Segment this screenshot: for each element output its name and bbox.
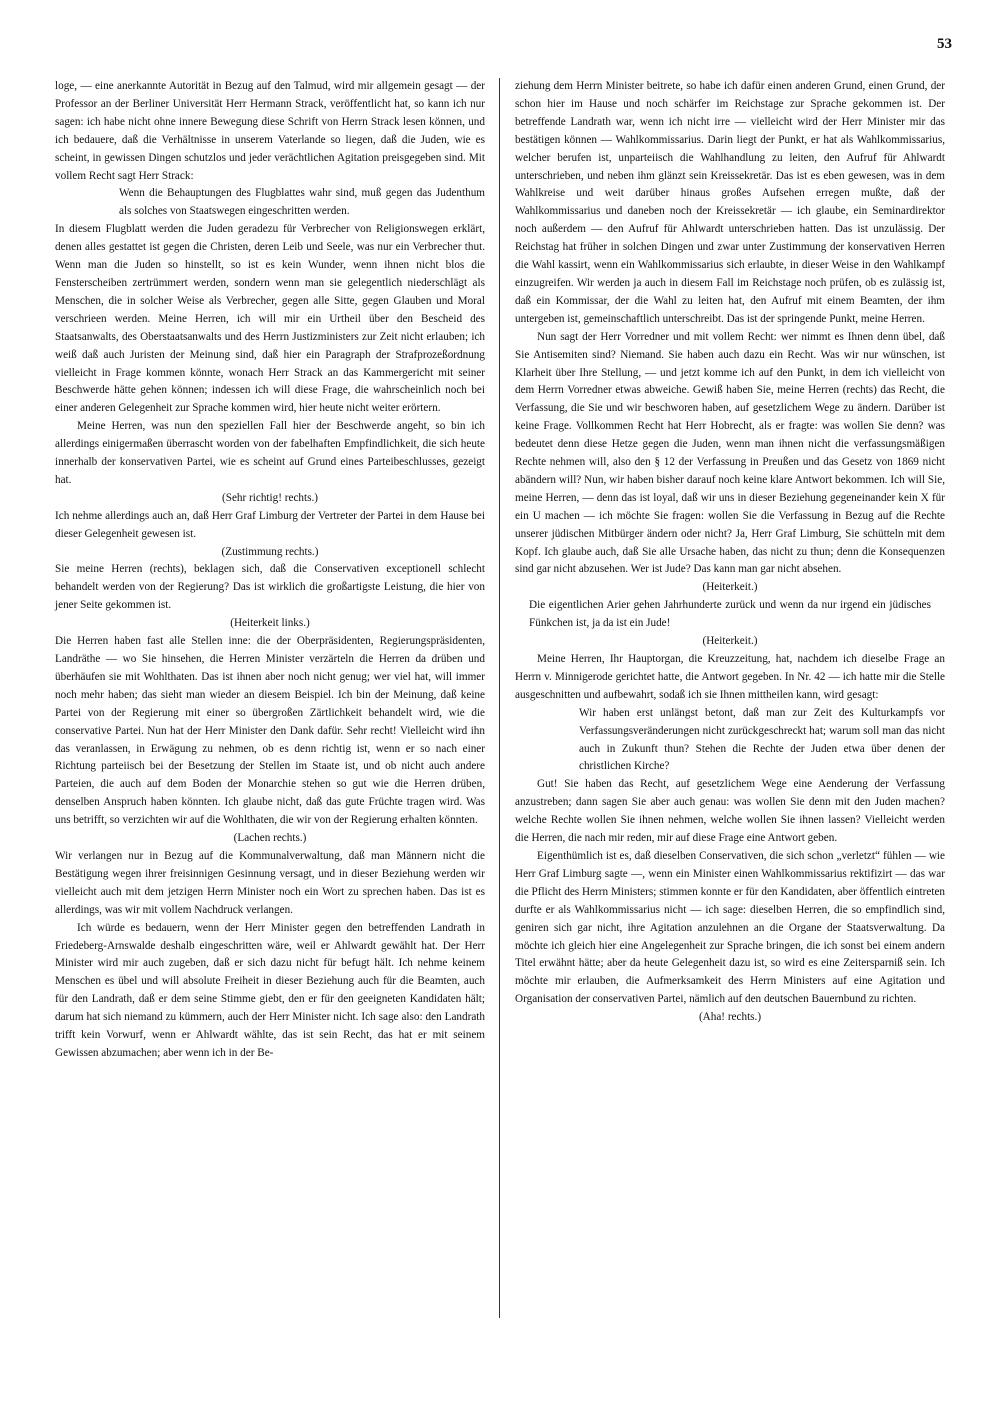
left-interjection: (Lachen rechts.) [233, 832, 307, 845]
left-paragraph: Sie meine Herren (rechts), beklagen sich, daß die Conservativen exceptionell schlecht behandelt werden von der Regierung? Das ist wirklich die großartigste Leistung, die hier von jener Seite gekommen ist. [55, 563, 485, 612]
left-paragraph: Die Herren haben fast alle Stellen inne: die der Oberpräsidenten, Regierungspräsidenten, Landräthe — wo Sie hinsehen, die Herren Minister verzärteln die Herren da drüben und überhäufen sie mit Wohlthaten. Das ist ihnen aber noch nicht genug; wer viel hat, will immer noch mehr haben; das sieht man wieder an diesem Beispiel. Ich bin der Meinung, daß keine Partei von der Regierung mit einer so übergroßen Zärtlichkeit behandelt wird, wie die conservative Partei. Nun hat der Herr Minister den Dank dafür. Sehr recht! Vielleicht wird ihn das veranlassen, in Erwägung zu nehmen, ob es denn richtig ist, wenn er so nach einer Richtung parteiisch bei der Besetzung der Stellen im Staate ist, und ob nicht auch andere Parteien, die auch auf dem Boden der Monarchie stehen so gut wie die Herren drüben, denselben Anspruch haben könnten. Ich glaube nicht, daß das gute Früchte tragen wird. Was uns betrifft, so verzichten wir auf die Wohlthaten, die wir von der Regierung erhalten könnten. [55, 635, 485, 827]
right-interjection: (Heiterkeit.) [702, 581, 758, 594]
left-paragraph: Ich würde es bedauern, wenn der Herr Minister gegen den betreffenden Landrath in Friedeberg-Arnswalde deshalb eingeschritten wäre, weil er Ahlwardt gewählt hat. Der Herr Minister wird mir auch zugeben, daß er sich dazu nicht für befugt hält. Ich nehme keinem Menschen es übel und will absolute Freiheit in dieser Beziehung auch für die Beamten, auch für den Landrath, daß er dem seine Stimme giebt, den er für den geeigneten Kandidaten hält; darum hat sich niemand zu kümmern, auch der Herr Minister nicht. Ich sage also: den Landrath trifft kein Vorwurf, wenn er Ahlwardt wählte, das ist sein Recht, das hat er mit seinem Gewissen abzumachen; aber wenn ich in der Be- [55, 921, 485, 1059]
right-paragraph: Meine Herren, Ihr Hauptorgan, die Kreuzzeitung, hat, nachdem ich dieselbe Frage an Herrn v. Minnigerode gerichtet hatte, die Antwort gegeben. In Nr. 42 — ich hatte mir die Stelle ausgeschnitten und aufbewahrt, sodaß ich sie Ihnen mittheilen kann, wird gesagt: [515, 653, 945, 701]
left-block-quote: Wenn die Behauptungen des Flugblattes wahr sind, muß gegen das Judenthum als solches von Staatswegen eingeschritten werden. [119, 187, 485, 218]
left-interjection: (Heiterkeit links.) [230, 617, 310, 630]
left-paragraph: Wir verlangen nur in Bezug auf die Kommunalverwaltung, daß man Männern nicht die Bestätigung wegen ihrer freisinnigen Gesinnung versagt, und in dieser Beziehung werden wir vielleicht auch mit dem jetzigen Herrn Minister noch ein Wort zu sprechen haben. Das ist es allerdings, was wir mit vollem Nachdruck verlangen. [55, 849, 485, 916]
right-paragraph: ziehung dem Herrn Minister beitrete, so habe ich dafür einen anderen Grund, einen Grund, der schon hier im Hause und noch schärfer im Reichstage zur Sprache gekommen ist. Der betreffende Landrath war, wenn ich nicht irre — vielleicht wird der Herr Minister mir das bestätigen können — Wahlkommissarius. Darin liegt der Punkt, er hat als Wahlkommissarius, welcher berufen ist, unparteiisch die Wahlhandlung zu leiten, den Aufruf für Ahlwardt unterschrieben, und neben ihm glänzt sein Kreissekretär. Das ist es eben gewesen, was in dem Wahlkreise und weit darüber hinaus großes Aufsehen erregen mußte, daß der Wahlkommissarius und daneben noch der Kreissekretär — ich glaube, ein Seminardirektor noch außerdem — den Aufruf für Ahlwardt unterschrieben hatten. Das ist unzulässig. Der Reichstag hat früher in solchen Dingen und zwar unter Zustimmung der konservativen Herren die Wahl kassirt, wenn ein Wahlkommissarius sich erlaubte, in dieser Weise in den Wahlkampf einzugreifen. Wir werden ja auch in diesem Fall im Reichstage noch prüfen, ob es zulässig ist, daß ein Kommissar, der die Wahl zu leiten hat, den Aufruf mit einem Beamten, der ihm untergeben ist, gemeinschaftlich unterschreibt. Das ist der springende Punkt, meine Herren. [515, 80, 945, 325]
right-interjection: (Aha! rechts.) [698, 1011, 762, 1024]
left-paragraph: In diesem Flugblatt werden die Juden geradezu für Verbrecher von Religionswegen erklärt, denen alles gestattet ist gegen die Christen, deren Leib und Seele, was nur ein Verbrecher thut. Wenn man die Juden so hinstellt, so ist es kein Wunder, wenn ihnen nicht blos die Fensterscheiben zertrümmert werden, sondern wenn man sie gelegentlich niederschlägt als Menschen, die in solcher Weise als Verbrecher, gegen alle Sitte, gegen Glauben und Moral verschrieen werden. Meine Herren, ich will mir ein Urtheil über den Bescheid des Staatsanwalts, des Oberstaatsanwalts und des Herrn Justizministers zur Zeit nicht erlauben; ich weiß daß auch Juristen der Meinung sind, daß hier ein Paragraph der Strafprozeßordnung vielleicht in Frage kommen könnte, wonach Herr Strack an das Kammergericht mit seiner Beschwerde hätte gehen können; indessen ich will diese Frage, die wahrscheinlich noch bei einer anderen Gelegenheit zur Sprache kommen wird, hier heute nicht weiter erörtern. [55, 223, 485, 415]
left-paragraph: Meine Herren, was nun den speziellen Fall hier der Beschwerde angeht, so bin ich allerdings einigermaßen überrascht worden von der fabelhaften Empfindlichkeit, die sich heute innerhalb der konservativen Partei, wie es scheint auf Grund eines Parteibeschlusses, gezeigt hat. [55, 420, 485, 486]
right-column [515, 78, 945, 1027]
right-interjection: (Heiterkeit.) [702, 635, 758, 648]
right-paragraph: Die eigentlichen Arier gehen Jahrhunderte zurück und wenn da nur irgend ein jüdisches Fünkchen ist, ja da ist ein Jude! [529, 599, 931, 630]
right-paragraph: Gut! Sie haben das Recht, auf gesetzlichem Wege eine Aenderung der Verfassung anzustreben; dann sagen Sie aber auch genau: was wollen Sie denn mit den Juden machen? welche Rechte wollen Sie ihnen nehmen, welche wollen Sie ihnen lassen? Vielleicht werden die Herren, die nach mir reden, mir auf diese Frage eine Antwort geben. [515, 778, 945, 845]
left-interjection: (Zustimmung rechts.) [221, 545, 319, 558]
column-divider [499, 78, 500, 1318]
right-paragraph: Eigenthümlich ist es, daß dieselben Conservativen, die sich schon „verletzt“ fühlen — wie Herr Graf Limburg sagte —, wenn ein Minister einen Wahlkommissarius rektifizirt — das war die Pflicht des Herrn Ministers; stimmen konnte er für den Kandidaten, aber öffentlich eintreten durfte er als Wahlkommissarius nicht — ich sage: dieselben Herren, die so empfindlich sind, geniren sich gar nicht, ihre Agitation anzulehnen an die Organe der Staatsverwaltung. Da möchte ich gleich hier eine Angelegenheit zur Sprache bringen, die ich sonst bei einem andern Titel erwähnt hätte; aber da heute Gelegenheit dazu ist, so wird es eine Zeitersparniß sein. Ich möchte mir erlauben, die Aufmerksamkeit des Herrn Ministers auf eine Agitation und Organisation der conservativen Partei, nämlich auf den deutschen Bauernbund zu richten. [515, 849, 945, 1006]
right-paragraph: Nun sagt der Herr Vorredner und mit vollem Recht: wer nimmt es Ihnen denn übel, daß Sie Antisemiten sind? Niemand. Sie haben auch dazu ein Recht. Was wir nur wünschen, ist Klarheit über Ihre Stellung, — und jetzt komme ich auf den Punkt, in dem ich vielleicht von dem Herrn Vorredner etwas abweiche. Gewiß haben Sie, meine Herren (rechts) das Recht, die Verfassung, die Sie und wir beschworen haben, auf gesetzlichem Wege zu ändern. Darüber ist keine Frage. Vollkommen Recht hat Herr Hobrecht, als er fragte: was wollen Sie denn? was bedeutet denn diese Hetze gegen die Juden, wenn man ihnen nicht die verfassungsmäßigen Rechte nehmen will, also den § 12 der Verfassung in Preußen und das Gesetz von 1869 nicht abändern will? Nun, wir haben bisher darauf noch keine klare Antwort bekommen. Ich will Sie, meine Herren, — denn das ist loyal, daß wir uns in dieser Beziehung gegeneinander kein X für ein U machen — ich möchte Sie fragen: wollen Sie die Verfassung in Bezug auf die Rechte unserer jüdischen Mitbürger ändern oder nicht? Ja, Herr Graf Limburg, Sie schütteln mit dem Kopf. Ich glaube auch, daß Sie alle Ursache haben, das nicht zu thun; denn die Konsequenzen sind gar nicht abzusehen. Wer ist Jude? Das kann man gar nicht absehen. [515, 330, 945, 576]
left-interjection: (Sehr richtig! rechts.) [222, 491, 318, 504]
right-block-quote: Wir haben erst unlängst betont, daß man zur Zeit des Kulturkampfs vor Verfassungsveränderungen nicht zurückgeschreckt hat; warum soll man das nicht auch in Zukunft thun? Stehen die Rechte der Juden etwa über denen der christlichen Kirche? [579, 706, 945, 773]
page-number: 53 [937, 36, 952, 52]
left-paragraph: Ich nehme allerdings auch an, daß Herr Graf Limburg der Vertreter der Partei in dem Hause bei dieser Gelegenheit gewesen ist. [55, 509, 485, 540]
left-column [55, 78, 485, 1063]
left-paragraph: loge, — eine anerkannte Autorität in Bezug auf den Talmud, wird mir allgemein gesagt — der Professor an der Berliner Universität Herr Hermann Strack, veröffentlicht hat, so kann ich nur sagen: ich habe nicht ohne innere Bewegung diese Schrift von Herrn Strack lesen können, und ich bedauere, daß die Verhältnisse in unserem Vaterlande so liegen, daß die Juden, wie es scheint, in gewissen Dingen schutzlos und jeder verächtlichen Agitation preisgegeben sind. Mit vollem Recht sagt Herr Strack: [55, 80, 485, 182]
